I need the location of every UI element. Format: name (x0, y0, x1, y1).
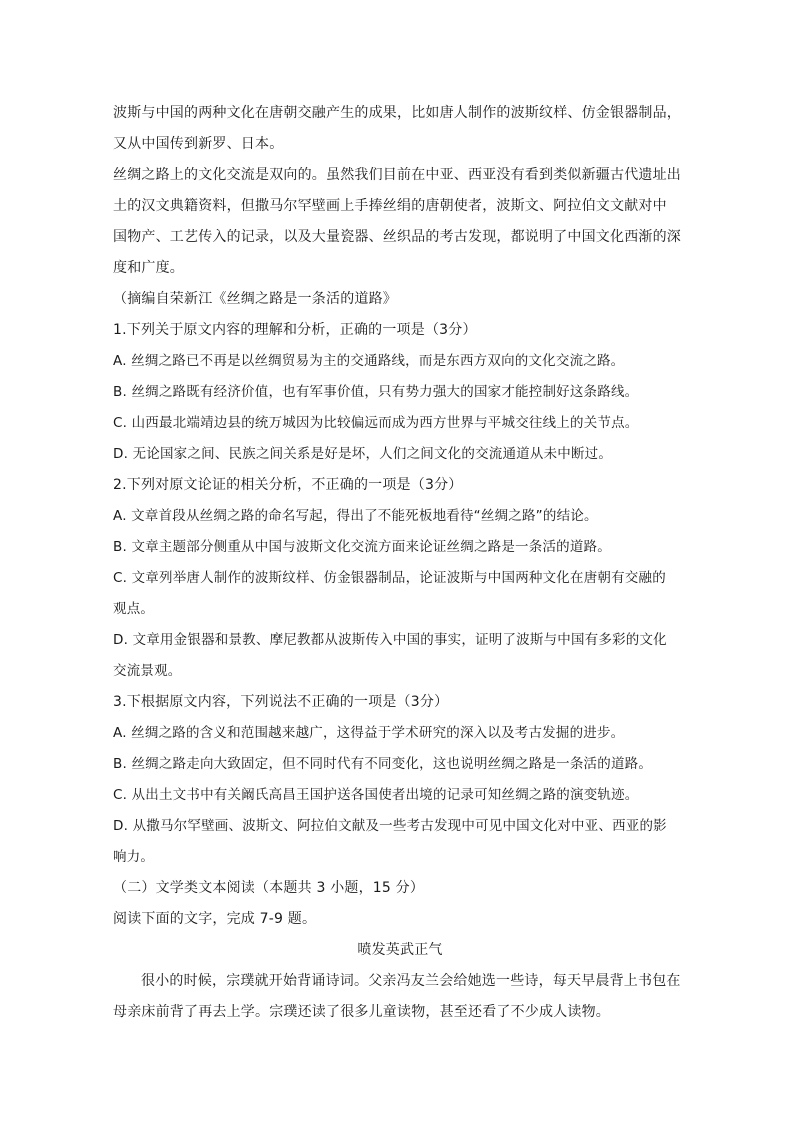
question-3-option-d-cont: 响力。 (113, 849, 155, 865)
question-3-option-c: C. 从出土文书中有关阚氏高昌王国护送各国使者出境的记录可知丝绸之路的演变轨迹。 (113, 787, 639, 803)
question-3-option-b: B. 丝绸之路走向大致固定，但不同时代有不同变化，这也说明丝绸之路是一条活的道路。 (113, 756, 653, 772)
paragraph-line: 波斯与中国的两种文化在唐朝交融产生的成果，比如唐人制作的波斯纹样、仿金银器制品， (113, 105, 681, 121)
question-3-stem: 3.下根据原文内容，下列说法不正确的一项是（3分） (113, 694, 449, 710)
paragraph-line: 又从中国传到新罗、日本。 (113, 136, 284, 152)
passage-title: 喷发英武正气 (357, 942, 443, 958)
question-1-option-b: B. 丝绸之路既有经济价值，也有军事价值，只有势力强大的国家才能控制好这条路线。 (113, 384, 639, 400)
question-2-option-c: C. 文章列举唐人制作的波斯纹样、仿金银器制品，论证波斯与中国两种文化在唐朝有交融的 (113, 570, 666, 586)
question-2-option-b: B. 文章主题部分侧重从中国与波斯文化交流方面来论证丝绸之路是一条活的道路。 (113, 539, 611, 555)
paragraph-line: 国物产、工艺传入的记录，以及大量瓷器、丝织品的考古发现，都说明了中国文化西渐的深 (113, 229, 681, 245)
passage-paragraph-line: 母亲床前背了再去上学。宗璞还读了很多儿童读物，甚至还看了不少成人读物。 (113, 1004, 610, 1020)
question-2-option-d: D. 文章用金银器和景教、摩尼教都从波斯传入中国的事实，证明了波斯与中国有多彩的文化 (113, 632, 667, 648)
question-3-option-d: D. 从撒马尔罕壁画、波斯文、阿拉伯文献及一些考古发现中可见中国文化对中亚、西亚的影 (113, 818, 667, 834)
reading-instruction: 阅读下面的文字，完成 7-9 题。 (113, 911, 317, 927)
section-heading: （二）文学类文本阅读（本题共 3 小题，15 分） (113, 880, 425, 896)
source-citation: （摘编自荣新江《丝绸之路是一条活的道路》 (113, 291, 397, 307)
question-1-option-c: C. 山西最北端靖边县的统万城因为比较偏远而成为西方世界与平城交往线上的关节点。 (113, 415, 639, 431)
question-2-option-d-cont: 交流景观。 (113, 663, 182, 679)
question-3-option-a: A. 丝绸之路的含义和范围越来越广，这得益于学术研究的深入以及考古发掘的进步。 (113, 725, 625, 741)
question-1-option-d: D. 无论国家之间、民族之间关系是好是坏，人们之间文化的交流通道从未中断过。 (113, 446, 613, 462)
question-2-option-c-cont: 观点。 (113, 601, 155, 617)
document-body (113, 98, 687, 1028)
question-2-stem: 2.下列对原文论证的相关分析，不正确的一项是（3分） (113, 477, 463, 493)
passage-paragraph-line: 很小的时候，宗璞就开始背诵诗词。父亲冯友兰会给她选一些诗，每天早晨背上书包在 (141, 973, 681, 989)
question-1-stem: 1.下列关于原文内容的理解和分析，正确的一项是（3分） (113, 322, 477, 338)
question-1-option-a: A. 丝绸之路已不再是以丝绸贸易为主的交通路线，而是东西方双向的文化交流之路。 (113, 353, 625, 369)
paragraph-line: 土的汉文典籍资料，但撒马尔罕壁画上手捧丝绢的唐朝使者，波斯文、阿拉伯文文献对中 (113, 198, 667, 214)
paragraph-line: 度和广度。 (113, 260, 184, 276)
paragraph-line: 丝绸之路上的文化交流是双向的。虽然我们目前在中亚、西亚没有看到类似新疆古代遗址出 (113, 167, 681, 183)
question-2-option-a: A. 文章首段从丝绸之路的命名写起，得出了不能死板地看待“丝绸之路”的结论。 (113, 508, 598, 524)
